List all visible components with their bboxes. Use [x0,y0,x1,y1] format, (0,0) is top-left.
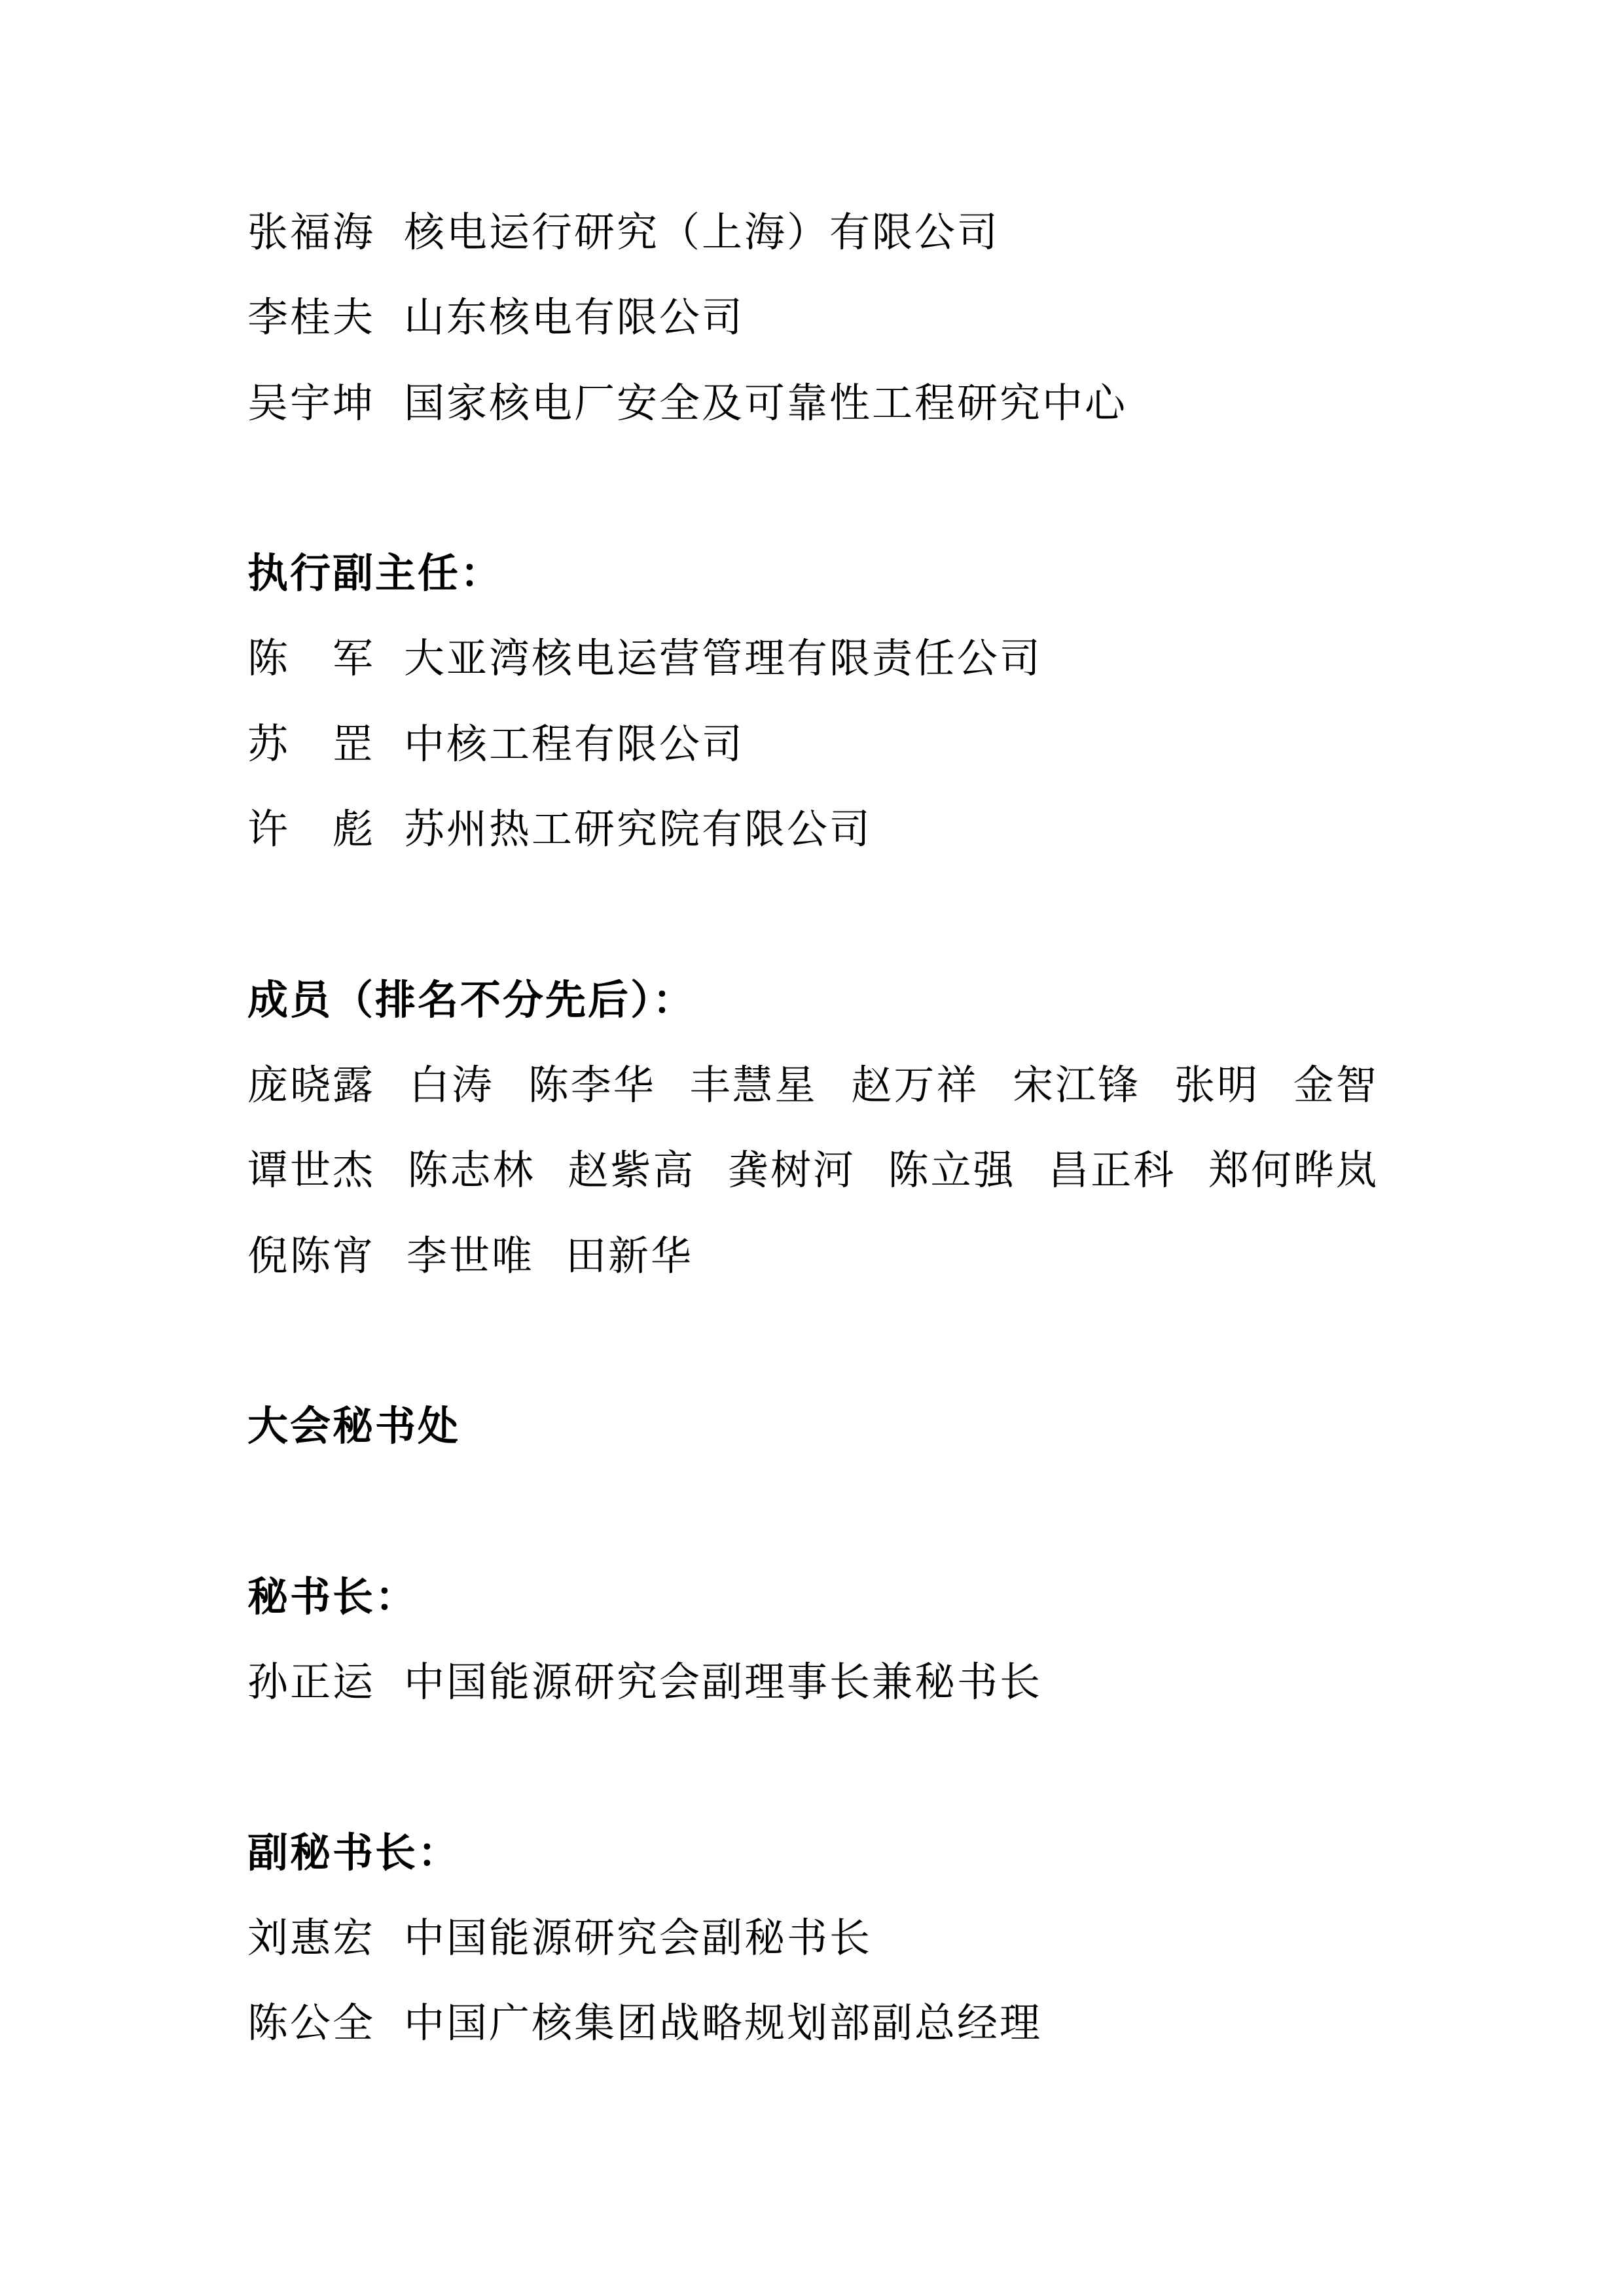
person-name: 陈 军 [247,637,376,682]
member-name: 赵紫高 [568,1149,696,1194]
roster-entry [247,617,1379,702]
blank-line [247,1725,1379,1810]
section-heading-members: 成员（排名不分先后）： [247,978,696,1023]
person-name: 许 彪 [247,808,376,853]
organization: 大亚湾核电运营管理有限责任公司 [404,637,1043,682]
roster-entry [247,1981,1379,2066]
roster-entry [247,1640,1379,1725]
member-name: 丰慧星 [689,1063,818,1108]
section-heading-deputy-secretary-general: 副秘书长： [247,1831,461,1876]
blank-line [247,1299,1379,1384]
member-name: 金智 [1293,1063,1379,1108]
person-name: 吴宇坤 [247,381,376,426]
roster-entry [247,1896,1379,1981]
person-name: 李桂夫 [247,296,376,341]
member-name: 陈志林 [407,1149,535,1194]
member-name: 庞晓露 [247,1063,376,1108]
member-name: 陈李华 [528,1063,656,1108]
organization: 山东核电有限公司 [404,296,745,341]
section-heading-secretariat: 大会秘书处 [247,1405,461,1450]
member-name: 龚树河 [727,1149,856,1194]
member-name: 谭世杰 [247,1149,376,1194]
roster-entry [247,702,1379,787]
member-name: 倪陈宵 [247,1234,376,1279]
member-name: 张明 [1174,1063,1260,1108]
organization: 苏州热工研究院有限公司 [404,808,873,853]
blank-line [247,872,1379,958]
roster-entry [247,276,1379,361]
member-name: 李世唯 [406,1234,535,1279]
member-name: 昌正科 [1048,1149,1176,1194]
member-name: 白涛 [408,1063,494,1108]
members-row [247,1043,1379,1128]
member-name: 宋江锋 [1013,1063,1141,1108]
organization: 国家核电厂安全及可靠性工程研究中心 [404,381,1128,426]
members-row [247,1214,1379,1299]
roster-entry [247,787,1379,872]
member-name: 陈立强 [888,1149,1016,1194]
person-name: 孙正运 [247,1660,376,1706]
person-name: 刘惠宏 [247,1916,376,1961]
roster-entry [247,190,1379,276]
person-name: 陈公全 [247,2001,376,2047]
section-heading-secretary-general: 秘书长： [247,1575,418,1620]
blank-line [247,446,1379,531]
organization: 中国能源研究会副理事长兼秘书长 [404,1660,1043,1706]
organization: 核电运行研究（上海）有限公司 [404,211,1000,255]
organization: 中国能源研究会副秘书长 [404,1916,873,1961]
member-name: 田新华 [566,1234,694,1279]
roster-entry [247,361,1379,446]
person-name: 苏 罡 [247,722,376,767]
member-name: 赵万祥 [851,1063,979,1108]
organization: 中国广核集团战略规划部副总经理 [404,2001,1043,2047]
members-row [247,1128,1379,1213]
section-heading-executive-deputy-directors: 执行副主任： [247,552,503,597]
person-name: 张福海 [247,211,376,255]
organization: 中核工程有限公司 [404,722,745,767]
blank-line [247,1469,1379,1554]
member-name: 郑何晔岚 [1208,1149,1379,1194]
